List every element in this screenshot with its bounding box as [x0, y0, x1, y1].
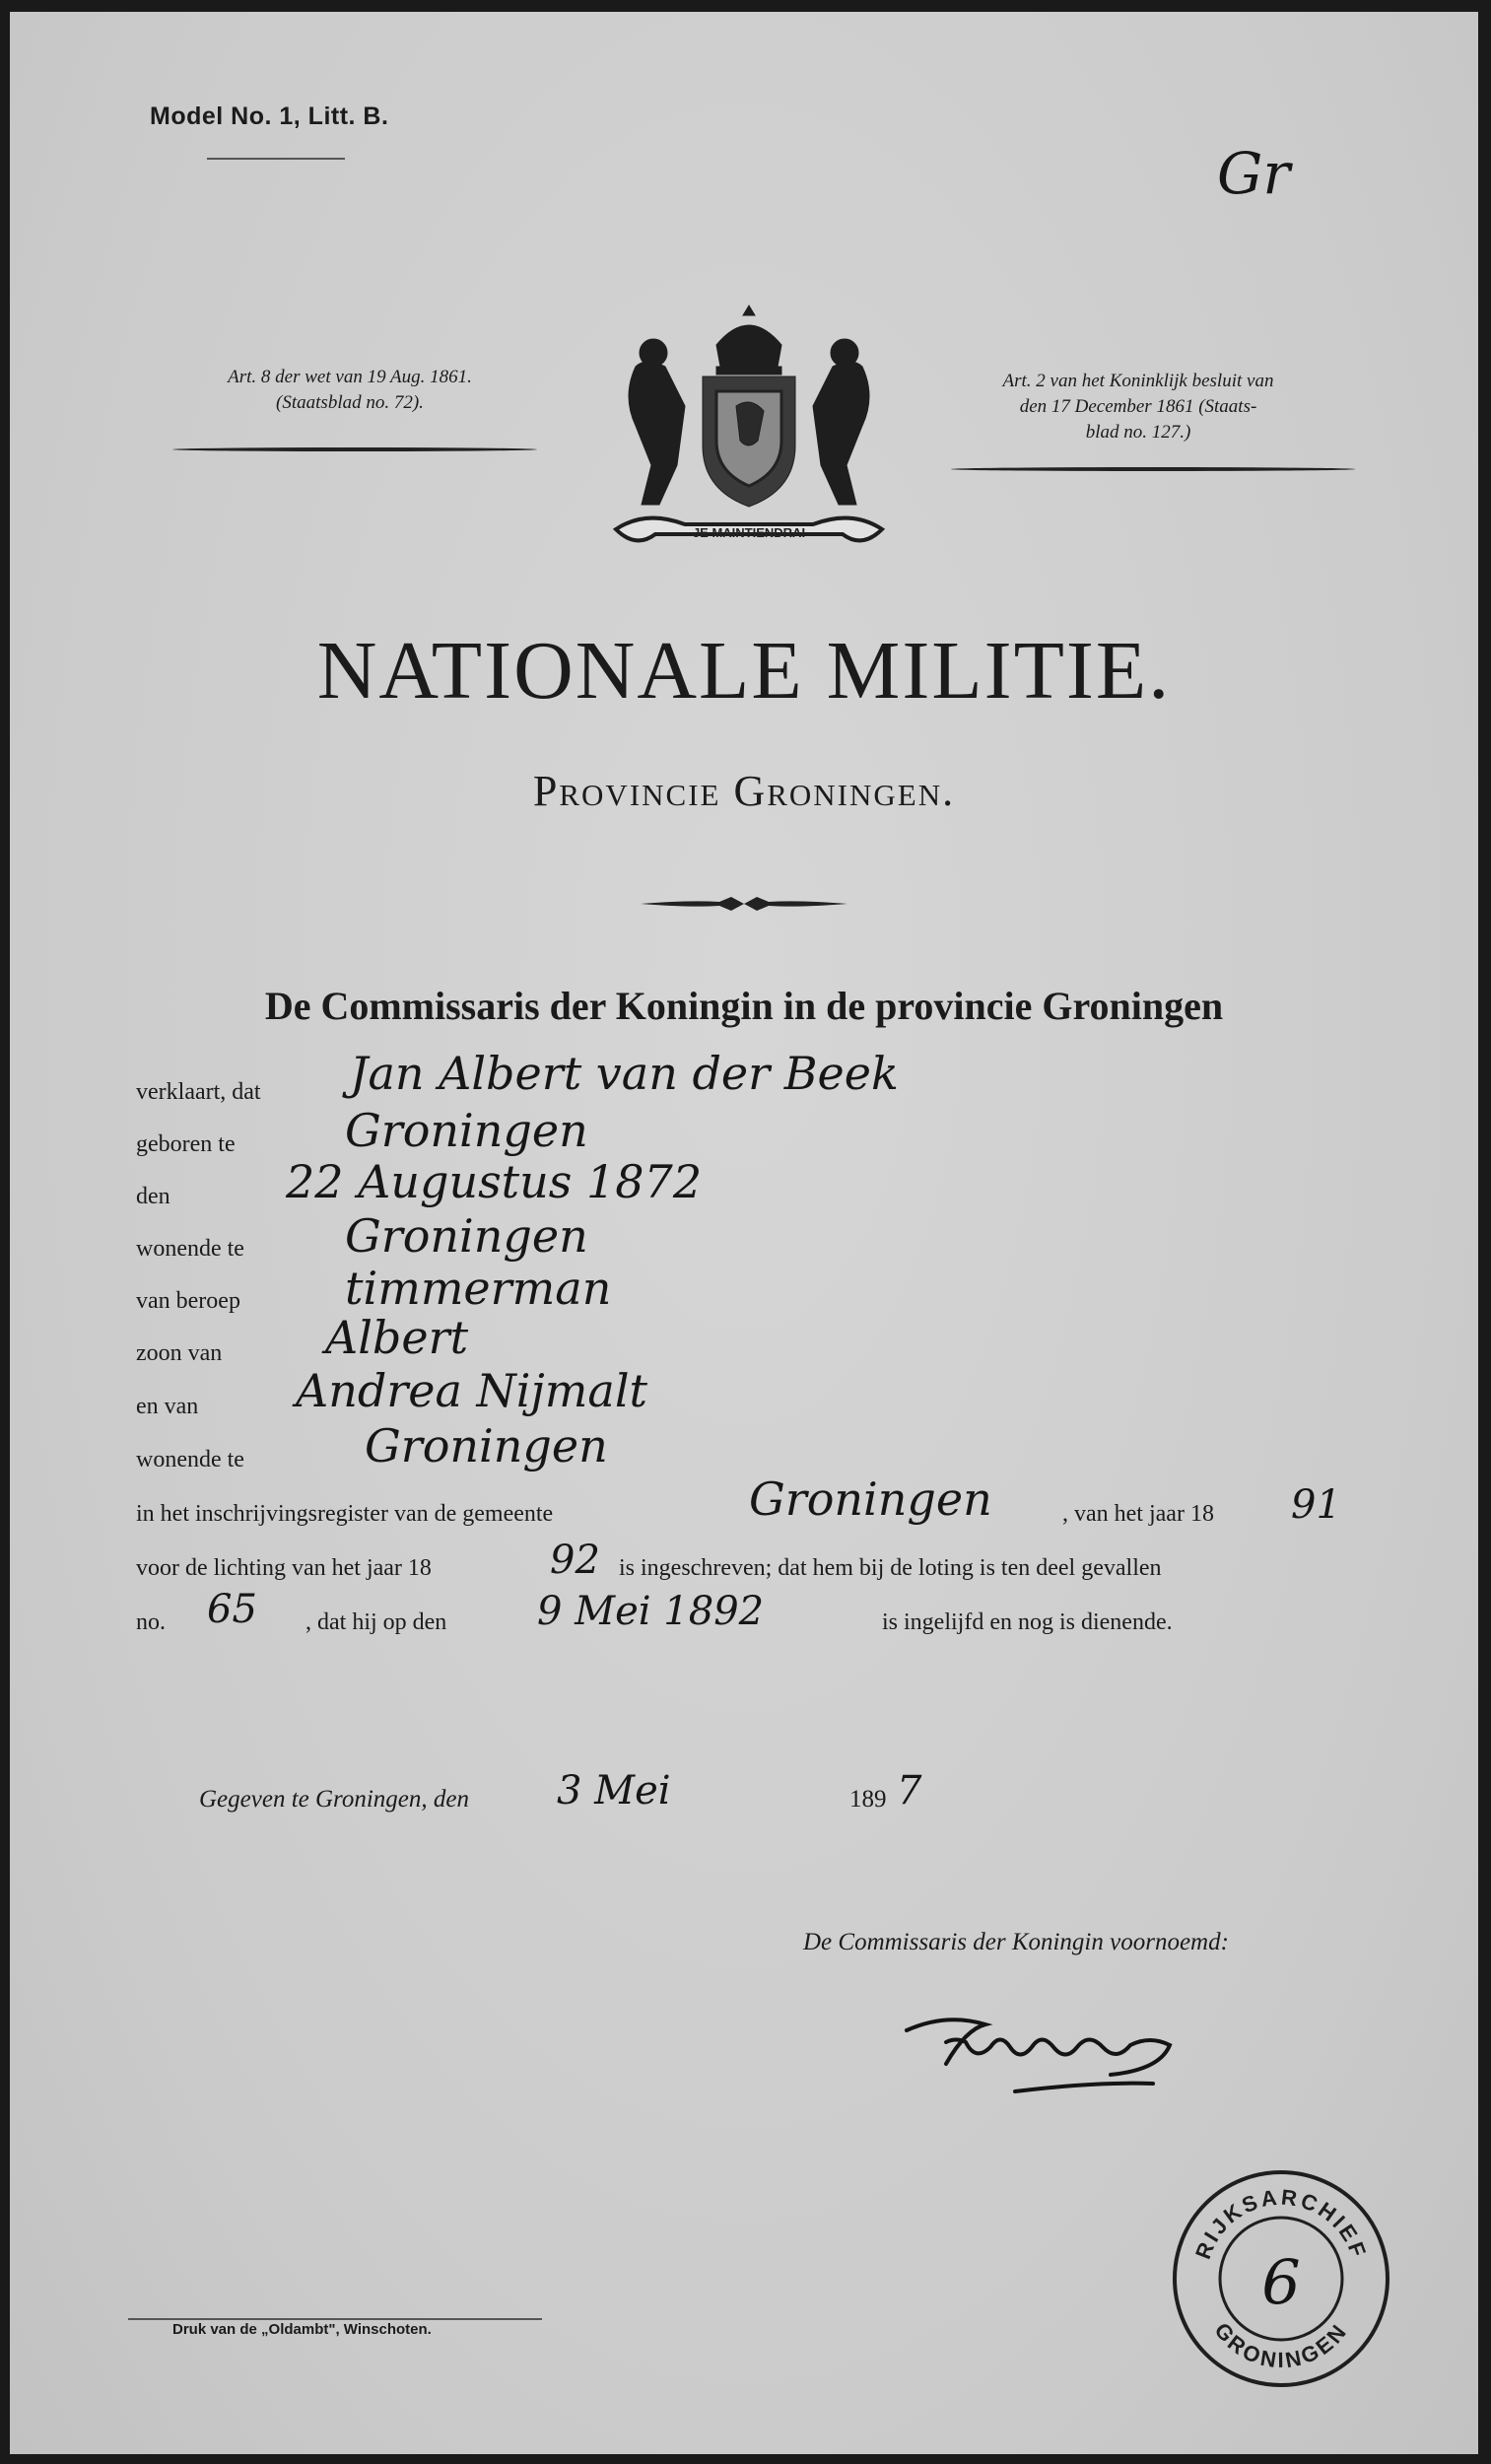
lichting-year: 92	[550, 1538, 600, 1583]
coat-of-arms-icon	[606, 298, 892, 564]
field-value-father: Albert	[325, 1311, 469, 1364]
law-reference-right	[936, 369, 1340, 445]
field-label: zoon van	[136, 1340, 223, 1366]
margin-annotation: Gr	[1217, 140, 1291, 207]
field-label: wonende te	[136, 1447, 244, 1472]
field-value-birthdate: 22 Augustus 1872	[286, 1155, 703, 1208]
field-value-residence: Groningen	[345, 1209, 588, 1263]
signoff-text: De Commissaris der Koningin voornoemd:	[803, 1929, 1229, 1955]
certificate-page	[10, 12, 1478, 2454]
swash-rule-right	[951, 467, 1355, 471]
law-right-line: den 17 December 1861 (Staats-	[1019, 396, 1257, 417]
register-year: 91	[1291, 1482, 1341, 1528]
issuing-authority: De Commissaris der Koningin in de provincie Groningen	[264, 984, 1224, 1028]
printer-rule	[128, 2318, 542, 2320]
stamp-bottom-text: GRONINGEN	[1209, 2317, 1353, 2373]
law-left-line: Art. 8 der wet van 19 Aug. 1861.	[228, 367, 472, 387]
register-gemeente: Groningen	[749, 1472, 992, 1526]
field-label: en van	[136, 1394, 199, 1419]
register-text: no.	[136, 1609, 166, 1635]
stamp-number: 6	[1261, 2246, 1301, 2318]
law-right-line: blad no. 127.)	[1085, 422, 1191, 443]
field-value-parents-residence: Groningen	[365, 1419, 608, 1472]
register-text: is ingeschreven; dat hem bij de loting is ten deel gevallen	[619, 1555, 1162, 1581]
svg-text:GRONINGEN	[1209, 2318, 1352, 2373]
page-subtitle: Provincie Groningen.	[532, 767, 956, 815]
printer-credit: Druk van de „Oldambt", Winschoten.	[172, 2321, 432, 2338]
given-year-prefix: 189	[849, 1786, 887, 1813]
field-value-name: Jan Albert van der Beek	[350, 1047, 899, 1100]
coat-of-arms-motto: JE MAINTIENDRAI	[692, 525, 806, 540]
register-text: is ingelijfd en nog is dienende.	[882, 1609, 1173, 1635]
register-text: voor de lichting van het jaar 18	[136, 1555, 432, 1581]
stamp-top-text: RIJKSARCHIEF	[1190, 2184, 1372, 2263]
swash-rule-left	[172, 447, 537, 451]
field-label: wonende te	[136, 1236, 244, 1262]
field-label: den	[136, 1184, 170, 1209]
register-text: in het inschrijvingsregister van de gemeente	[136, 1501, 554, 1527]
page-title: NATIONALE MILITIE.	[316, 625, 1172, 717]
field-value-birthplace: Groningen	[345, 1104, 588, 1157]
lot-number: 65	[207, 1587, 257, 1632]
law-left-line: (Staatsblad no. 72).	[276, 392, 424, 413]
field-label: van beroep	[136, 1288, 240, 1314]
field-label: verklaart, dat	[136, 1079, 261, 1105]
register-text: , van het jaar 18	[1062, 1501, 1214, 1527]
model-rule	[207, 158, 345, 160]
archive-stamp-icon	[1168, 2165, 1394, 2392]
register-text: , dat hij op den	[305, 1609, 447, 1635]
field-value-mother: Andrea Nijmalt	[296, 1364, 648, 1417]
given-date: 3 Mei	[557, 1768, 671, 1814]
field-label: geboren te	[136, 1131, 236, 1157]
model-number: Model No. 1, Litt. B.	[150, 103, 389, 130]
given-year-digit: 7	[897, 1768, 922, 1814]
given-at: Gegeven te Groningen, den	[199, 1786, 469, 1813]
law-reference-left	[158, 365, 542, 416]
law-right-line: Art. 2 van het Koninklijk besluit van	[1002, 371, 1274, 391]
enlist-date: 9 Mei 1892	[537, 1589, 765, 1634]
field-value-profession: timmerman	[345, 1262, 612, 1315]
ornament-divider-icon	[641, 894, 847, 914]
signature-image	[897, 2003, 1261, 2121]
